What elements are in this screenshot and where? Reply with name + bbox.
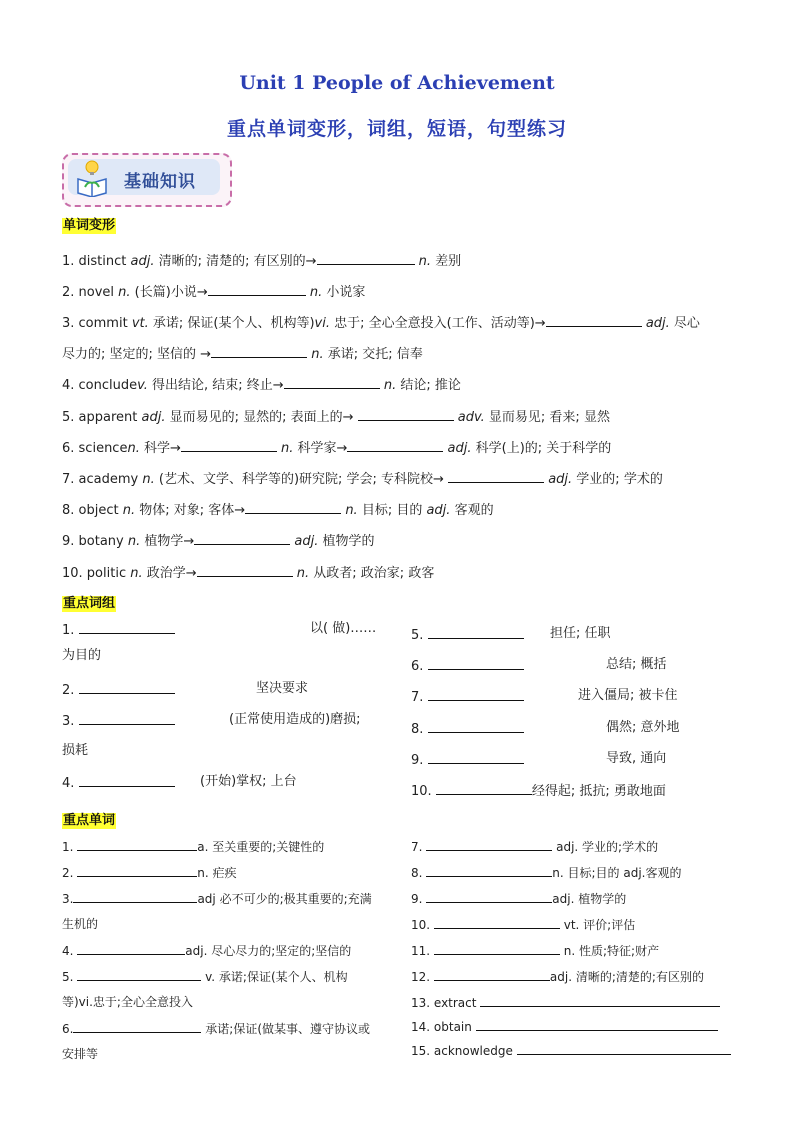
- section-words: 重点单词: [63, 813, 116, 828]
- phrase-item-1-meaning: 以( 做)……: [310, 621, 377, 636]
- answer-blank[interactable]: [79, 621, 175, 634]
- answer-blank[interactable]: [77, 864, 197, 877]
- phrase-item-3: 3.: [62, 712, 175, 730]
- answer-blank[interactable]: [517, 1042, 731, 1055]
- word-form-item-3-cont: 尽力的; 坚定的; 坚信的 → n. 承诺; 交托; 信奉: [62, 347, 423, 362]
- answer-blank[interactable]: [77, 968, 201, 981]
- section-phrases: 重点词组: [63, 596, 116, 611]
- answer-blank[interactable]: [434, 942, 560, 955]
- phrase-item-1: 1.: [62, 621, 175, 639]
- word-item-5-cont: 等)vi.忠于;全心全意投入: [62, 995, 193, 1009]
- word-form-item-10: 10. politic n. 政治学→ n. 从政者; 政治家; 政客: [62, 566, 435, 581]
- answer-blank[interactable]: [181, 439, 277, 452]
- phrase-item-7: 7.: [411, 688, 524, 706]
- answer-blank[interactable]: [434, 968, 550, 981]
- answer-blank[interactable]: [476, 1018, 718, 1031]
- answer-blank[interactable]: [79, 774, 175, 787]
- phrase-item-8: 8.: [411, 720, 524, 738]
- badge-label: 基础知识: [124, 172, 196, 192]
- phrase-item-5: 5.: [411, 626, 524, 644]
- word-item-9: 9. adj. 植物学的: [411, 892, 627, 906]
- answer-blank[interactable]: [211, 345, 307, 358]
- phrase-item-2-meaning: 坚决要求: [256, 681, 309, 696]
- phrase-item-2: 2.: [62, 681, 175, 699]
- word-item-15: 15. acknowledge: [411, 1042, 731, 1059]
- section-badge: [62, 153, 230, 207]
- phrase-item-10: 10. 经得起; 抵抗; 勇敢地面: [411, 784, 666, 799]
- word-item-3-cont: 生机的: [62, 917, 99, 931]
- word-item-1: 1. a. 至关重要的;关键性的: [62, 840, 325, 854]
- answer-blank[interactable]: [426, 890, 552, 903]
- answer-blank[interactable]: [73, 890, 197, 903]
- phrase-item-7-meaning: 进入僵局; 被卡住: [578, 688, 678, 703]
- page-title: Unit 1 People of Achievement: [239, 72, 555, 94]
- word-form-item-8: 8. object n. 物体; 对象; 客体→ n. 目标; 目的 adj. 客观的: [62, 503, 494, 518]
- answer-blank[interactable]: [426, 864, 552, 877]
- phrase-item-6: 6.: [411, 657, 524, 675]
- phrase-item-1-cont: 为目的: [62, 648, 102, 663]
- word-item-11: 11. n. 性质;特征;财产: [411, 944, 660, 958]
- word-item-14: 14. obtain: [411, 1018, 718, 1035]
- answer-blank[interactable]: [428, 657, 524, 670]
- answer-blank[interactable]: [434, 916, 560, 929]
- phrase-item-6-meaning: 总结; 概括: [606, 657, 667, 672]
- page-subtitle: 重点单词变形，词组，短语，句型练习: [226, 118, 567, 140]
- word-item-2: 2. n. 疟疾: [62, 866, 237, 880]
- answer-blank[interactable]: [197, 564, 293, 577]
- answer-blank[interactable]: [194, 532, 290, 545]
- section-word-forms: 单词变形: [63, 218, 116, 233]
- phrase-item-9: 9.: [411, 751, 524, 769]
- answer-blank[interactable]: [428, 626, 524, 639]
- word-item-6: 6. 承诺;保证(做某事、遵守协议或: [62, 1022, 371, 1036]
- word-form-item-5: 5. apparent adj. 显而易见的; 显然的; 表面上的→ adv. 显而易见; 看来; 显然: [62, 410, 610, 425]
- answer-blank[interactable]: [428, 688, 524, 701]
- answer-blank[interactable]: [358, 408, 454, 421]
- word-form-item-3: 3. commit vt. 承诺; 保证(某个人、机构等)vi. 忠于; 全心全意投入(工作、活动等)→ adj. 尽心: [62, 316, 700, 331]
- word-item-8: 8. n. 目标;目的 adj.客观的: [411, 866, 682, 880]
- word-form-item-4: 4. concludev. 得出结论, 结束; 终止→ n. 结论; 推论: [62, 378, 461, 393]
- word-item-7: 7. adj. 学业的;学术的: [411, 840, 659, 854]
- phrase-item-4: 4.: [62, 774, 175, 792]
- answer-blank[interactable]: [546, 314, 642, 327]
- word-form-item-7: 7. academy n. (艺术、文学、科学等的)研究院; 学会; 专科院校→ adj. 学业的; 学术的: [62, 472, 663, 487]
- answer-blank[interactable]: [79, 681, 175, 694]
- answer-blank[interactable]: [347, 439, 443, 452]
- word-item-6-cont: 安排等: [62, 1047, 99, 1061]
- answer-blank[interactable]: [77, 838, 197, 851]
- word-item-3: 3. adj 必不可少的;极其重要的;充满: [62, 892, 372, 906]
- answer-blank[interactable]: [208, 283, 306, 296]
- answer-blank[interactable]: [284, 376, 380, 389]
- phrase-item-4-meaning: (开始)掌权; 上台: [200, 774, 297, 789]
- word-item-12: 12. adj. 清晰的;清楚的;有区别的: [411, 970, 704, 984]
- lightbulb-book-icon: [72, 157, 112, 197]
- answer-blank[interactable]: [436, 782, 532, 795]
- answer-blank[interactable]: [428, 751, 524, 764]
- answer-blank[interactable]: [480, 994, 720, 1007]
- answer-blank[interactable]: [73, 1020, 201, 1033]
- answer-blank[interactable]: [245, 501, 341, 514]
- word-item-13: 13. extract: [411, 994, 720, 1011]
- phrase-item-3-cont: 损耗: [62, 743, 89, 758]
- answer-blank[interactable]: [317, 252, 415, 265]
- word-item-5: 5. v. 承诺;保证(某个人、机构: [62, 970, 348, 984]
- phrase-item-9-meaning: 导致, 通向: [606, 751, 667, 766]
- phrase-item-8-meaning: 偶然; 意外地: [606, 720, 680, 735]
- phrase-item-3-meaning: (正常使用造成的)磨损;: [229, 712, 361, 727]
- answer-blank[interactable]: [428, 720, 524, 733]
- answer-blank[interactable]: [77, 942, 185, 955]
- phrase-item-5-meaning: 担任; 任职: [550, 626, 611, 641]
- word-item-4: 4. adj. 尽心尽力的;坚定的;坚信的: [62, 944, 352, 958]
- word-form-item-1: 1. distinct adj. 清晰的; 清楚的; 有区别的→ n. 差别: [62, 254, 462, 269]
- word-form-item-6: 6. sciencen. 科学→ n. 科学家→ adj. 科学(上)的; 关于科学的: [62, 441, 612, 456]
- answer-blank[interactable]: [79, 712, 175, 725]
- word-form-item-2: 2. novel n. (长篇)小说→ n. 小说家: [62, 285, 366, 300]
- word-form-item-9: 9. botany n. 植物学→ adj. 植物学的: [62, 534, 375, 549]
- word-item-10: 10. vt. 评价;评估: [411, 918, 636, 932]
- answer-blank[interactable]: [448, 470, 544, 483]
- answer-blank[interactable]: [426, 838, 552, 851]
